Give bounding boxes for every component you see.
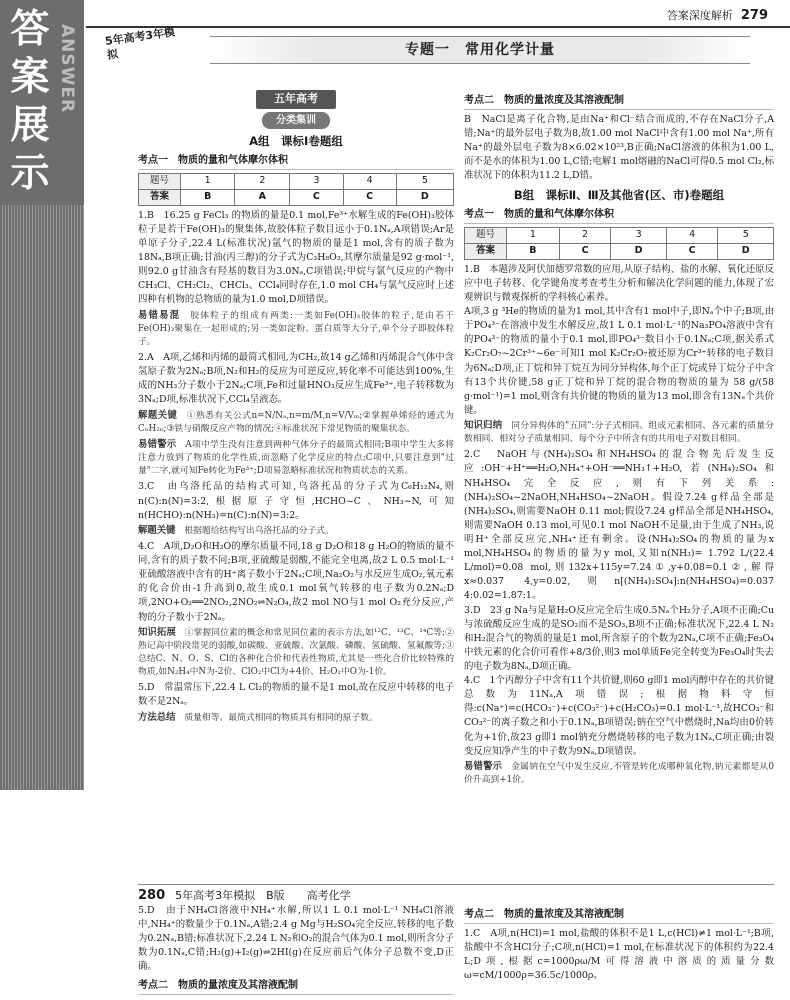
explanation: 3.D 23 g Na与足量H₂O反应完全后生成0.5Nₐ个H₂分子,A项不正确;Cu与浓硫酸反应生成的是SO₂而不是SO₃,B项不正确;标准状况下,22.4 L N₂和H₂混合气的物质的量是1 mol,所含原子的个数为2Nₐ,C项不正确;Fe₃O₄中铁元素的化合价可看作+8/3价,则3 mol单质Fe完全转变为Fe₃O₄时失去的电子数为8Nₐ,D项正确。 (464, 604, 774, 673)
table-label: 答案 (139, 189, 181, 205)
table-cell: 3 (290, 173, 343, 189)
table-cell: 1 (181, 173, 235, 189)
note (138, 438, 454, 479)
topic-heading: 考点二 物质的量浓度及其溶液配制 (138, 978, 454, 995)
brand-logo: 5年高考3年模拟 (104, 25, 176, 62)
banner-five-years: 五年高考 (256, 90, 336, 109)
note-text: ①掌握同位素的概念和常见同位素的表示方法,如¹²C、¹³C、¹⁴C等;②熟记高中阶段常见的弱酸,如碳酸、亚硫酸、次氯酸、磷酸、氢硫酸、氢氟酸等;③总结C、N、O、S、Cl的各种化合价和代表性物质,尤其是一些化合价比较特殊的物质,如N₂H₄中N为-2价、ClO₂中Cl为+4价、H₂O₂中O为-1价。 (138, 627, 454, 678)
table-cell: 4 (666, 227, 718, 243)
explanation: 1.C A项,n(HCl)=1 mol,盐酸的体积不是1 L,c(HCl)≠1 mol·L⁻¹;B项,盐酸中不含HCl分子;C项,n(HCl)=1 mol,在标准状况下的体积约为22.4 L;D项,根据c=1000ρω/M可得溶液中溶质的质量分数ω=cM/1000ρ=36.5c/1000ρ。 (464, 928, 774, 982)
banner (138, 90, 454, 129)
table-cell: B (181, 189, 235, 205)
table-cell: 2 (235, 173, 290, 189)
note (138, 711, 454, 725)
bottom-left-column (138, 904, 454, 998)
note-text: 金属钠在空气中发生反应,不管是转化成哪种氧化物,钠元素都是从0价升高到+1价。 (464, 761, 774, 785)
chapter-title: 专题一 常用化学计量 (210, 36, 750, 64)
right-column (464, 90, 774, 789)
note-text: 同分异构体的"五同":分子式相同、组成元素相同、各元素的质量分数相同、相对分子质量相同、每个分子中所含有的共用电子对数目相同。 (464, 421, 774, 445)
page-divider (138, 884, 774, 885)
note-tag: 知识拓展 (138, 626, 176, 638)
table-cell: D (718, 243, 774, 259)
next-page-title: 5年高考3年模拟 B版 高考化学 (175, 889, 351, 902)
explanation: 2.C NaOH与(NH₄)₂SO₄和NH₄HSO₄的混合物先后发生反应:OH⁻+H⁺══H₂O,NH₄⁺+OH⁻══NH₃↑+H₂O,若(NH₄)₂SO₄和NH₄HSO₄完全反应,则有下列关系:(NH₄)₂SO₄~2NaOH,NH₄HSO₄~2NaOH。假设7.24 g样品全部是(NH₄)₂SO₄,则需要NaOH 0.11 mol;假设7.24 g样品全部是NH₄HSO₄,则需要NaOH 0.13 mol,可见0.1 mol NaOH不足量,由于生成了NH₃,说明H⁺全部反应完,NH₄⁺还有剩余。设(NH₄)₂SO₄的物质的量为x mol,NH₄HSO₄的物质的量为y mol,又知n(NH₃)= 1.792 L/(22.4 L/mol)=0.08 mol,则132x+115y=7.24①,y+0.08=0.1②,解得x≈0.037 4,y=0.02,则n[(NH₄)₂SO₄]:n(NH₄HSO₄)=0.037 4:0.02=1.87:1。 (464, 449, 774, 602)
header-rule (86, 26, 790, 28)
bottom-right-column (464, 904, 774, 983)
table-cell: C (290, 189, 343, 205)
left-column (138, 88, 454, 727)
sidebar-vertical-label: ANSWER (57, 24, 77, 114)
header-section: 答案深度解析 (666, 9, 733, 22)
explanation: A项,3 g ³He的物质的量为1 mol,其中含有1 mol中子,即Nₐ个中子;B项,由于PO₄³⁻在溶液中发生水解反应,故1 L 0.1 mol·L⁻¹的Na₃PO₄溶液中含有的PO₄³⁻的物质的量小于0.1 mol,即PO₄³⁻数目小于0.1Nₐ;C项,据关系式K₂Cr₂O₇~2Cr³⁺~6e⁻可知1 mol K₂Cr₂O₇被还原为Cr³⁺转移的电子数目为6Nₐ;D项,正丁烷和异丁烷互为同分异构体,每个正丁烷或异丁烷分子中含有13个共价键,58 g正丁烷和异丁烷的混合物的物质的量为 58 g/(58 g·mol⁻¹)=1 mol,则含有共价键的物质的量为13 mol,即含有13Nₐ个共价键。 (464, 306, 774, 416)
note-tag: 知识归纳 (464, 420, 503, 431)
page-number: 279 (740, 8, 768, 23)
explanation: 2.A A项,乙烯和丙烯的最简式相同,为CH₂,故14 g乙烯和丙烯混合气体中含氢原子数为2Nₐ;B项,N₂和H₂的反应为可逆反应,转化率不可能达到100%,生成的NH₃分子数小于2Nₐ;C项,Fe和过量HNO₃反应生成Fe³⁺,电子转移数为3Nₐ;D项,标准状况下,CCl₄呈液态。 (138, 352, 454, 406)
note (138, 309, 454, 350)
explanation: 4.C 1个丙醇分子中含有11个共价键,则60 g即1 mol丙醇中存在的共价键总数为11Nₐ,A项错误;根据物料守恒得:c(Na⁺)=c(HCO₃⁻)+c(CO₃²⁻)+c(H₂CO₃)=0.1 mol·L⁻¹,故HCO₃⁻和CO₃²⁻的离子数之和小于0.1Nₐ,B项错误;钠在空气中燃烧时,Na均由0价转化为+1价,故23 g即1 mol钠充分燃烧转移的电子数为1Nₐ,C项正确;由裂变反应知净产生的中子数为9Nₐ,D项错误。 (464, 675, 774, 757)
note (464, 419, 774, 446)
table-cell: 2 (559, 227, 611, 243)
note-tag: 易错警示 (464, 760, 503, 772)
explanation: 4.C A项,D₂O和H₂O的摩尔质量不同,18 g D₂O和18 g H₂O的物质的量不同,含有的质子数不同;B项,亚硫酸是弱酸,不能完全电离,故2 L 0.5 mol·L⁻¹亚硫酸溶液中含有的H⁺离子数小于2Nₐ;C项,Na₂O₂与水反应生成O₂,氧元素的化合价由-1升高到0,故生成0.1 mol氧气转移的电子数为0.2Nₐ;D项,2NO+O₂══2NO₂,2NO₂⇌N₂O₄,故2 mol NO与1 mol O₂充分反应,产物的分子数小于2Nₐ。 (138, 540, 454, 623)
explanation: B NaCl是离子化合物,是由Na⁺和Cl⁻结合而成的,不存在NaCl分子,A错;Na⁺的最外层电子数为8,故1.00 mol NaCl中含有1.00 mol Na⁺,所有Na⁺的最外层电子数为8×6.02×10²³,B正确;NaCl溶液的体积为1.00 L,而不是水的体积为1.00 L,C错;电解1 mol熔融的NaCl可得0.5 mol Cl₂,标准状况下的体积为11.2 L,D错。 (464, 114, 774, 182)
note (138, 626, 454, 680)
table-cell: C (666, 243, 718, 259)
table-cell: 4 (343, 173, 396, 189)
next-page-number: 280 (138, 888, 166, 903)
note-text: 根据题给结构写出乌洛托品的分子式。 (184, 525, 334, 536)
table-cell: B (507, 243, 560, 259)
table-cell: D (396, 189, 453, 205)
table-cell: 1 (507, 227, 560, 243)
note-text: A项中学生没有注意到两种气体分子的最简式相同;B项中学生大多将注意力放到了物质的化学性质,而忽略了化学反应的特点;C项中,只要注意到"过量"二字,就可知Fe转化为Fe³⁺;D项易忽略标准状况和物质状态的关系。 (138, 439, 454, 477)
table-cell: D (611, 243, 667, 259)
table-cell: C (343, 189, 396, 205)
explanation: 1.B 本题涉及阿伏加德罗常数的应用,从原子结构、盐的水解、氧化还原反应中电子转移、化学键角度考查考生分析和解决化学问题的能力,体现了宏观辨识与微观探析的学科核心素养。 (464, 263, 774, 304)
topic-heading: 考点一 物质的量和气体摩尔体积 (138, 153, 454, 170)
topic-heading: 考点二 物质的量浓度及其溶液配制 (464, 907, 774, 924)
table-label: 题号 (139, 173, 181, 189)
table-label: 答案 (465, 243, 507, 259)
table-cell: 5 (396, 173, 453, 189)
note-text: 胶体粒子的组成有两类:一类如Fe(OH)₃胶体的粒子,是由若干Fe(OH)₃聚集在一起形成的;另一类如淀粉、蛋白质等大分子,单个分子即胶体粒子。 (138, 310, 454, 347)
sidebar-stripes (0, 205, 84, 790)
table-cell: 5 (718, 227, 774, 243)
topic-heading: 考点一 物质的量和气体摩尔体积 (464, 207, 774, 224)
note-tag: 易错警示 (138, 438, 177, 450)
note-tag: 解题关键 (138, 524, 176, 536)
table-cell: C (559, 243, 611, 259)
group-a-heading: A组 课标Ⅰ卷题组 (249, 133, 343, 148)
explanation: 1.B 16.25 g FeCl₃ 的物质的量是0.1 mol,Fe³⁺水解生成的Fe(OH)₃胶体粒子是若干Fe(OH)₃的聚集体,故胶体粒子数目远小于0.1Nₐ,A项错误;Ar是单原子分子,22.4 L(标准状况)氩气的物质的量是1 mol,含有的质子数为18Nₐ,B项正确;甘油(丙三醇)的分子式为C₃H₈O₃,其摩尔质量是92 g·mol⁻¹,则92.0 g甘油含有羟基的数目为3.0Nₐ,C项错误;甲烷与氯气反应的产物中CH₃Cl、CH₂Cl₂、CHCl₃、CCl₄同时存在,1.0 mol CH₄与氯气反应时上述四种有机物的总物质的量为1.0 mol,D项错误。 (138, 209, 454, 306)
running-header (667, 6, 768, 26)
sidebar-chars: 答案展示 (10, 7, 50, 196)
sidebar (0, 0, 84, 790)
note (464, 760, 774, 787)
note-text: 质量相等、最简式相同的物质具有相同的原子数。 (184, 712, 378, 723)
explanation: 3.C 由乌洛托品的结构式可知,乌洛托品的分子式为C₆H₁₂N₄,则n(C):n(N)=3:2,根据原子守恒,HCHO~C、NH₃~N,可知n(HCHO):n(NH₃)=n(C):n(N)=3:2。 (138, 481, 454, 521)
answer-table (464, 227, 774, 260)
banner-classified: 分类集训 (262, 112, 330, 129)
explanation: 5.D 常温常压下,22.4 L Cl₂的物质的量不是1 mol,故在反应中转移的电子数不是2Nₐ。 (138, 682, 454, 708)
topic-heading: 考点二 物质的量浓度及其溶液配制 (464, 93, 774, 110)
note-tag: 解题关键 (138, 409, 178, 421)
explanation: 5.D 由于NH₄Cl溶液中NH₄⁺水解,所以1 L 0.1 mol·L⁻¹ NH₄Cl溶液中,NH₄⁺的数量少于0.1Nₐ,A错;2.4 g Mg与H₂SO₄完全反应,转移的电子数为0.2Nₐ,B错;标准状况下,2.24 L N₂和O₂的混合气体为0.1 mol,则所含分子数为0.1Nₐ,C错;H₂(g)+I₂(g)⇌2HI(g)在反应前后气体分子总数不变,D正确。 (138, 905, 454, 973)
note (138, 409, 454, 436)
group-b-heading: B组 课标Ⅱ、Ⅲ及其他省(区、市)卷题组 (513, 187, 725, 202)
answer-table (138, 173, 454, 206)
note-text: ①熟悉有关公式n=N/Nₐ,n=m/M,n=V/Vₘ;②掌握单烯烃的通式为CₙH₂ₙ;③铁与硝酸反应产物的情况;④标准状况下常见物质的聚集状态。 (138, 410, 454, 434)
table-cell: 3 (611, 227, 667, 243)
note-tag: 易错易混 (138, 309, 181, 321)
note-tag: 方法总结 (138, 711, 176, 723)
note (138, 524, 454, 538)
table-label: 题号 (465, 227, 507, 243)
table-cell: A (235, 189, 290, 205)
next-page-header (138, 886, 351, 906)
